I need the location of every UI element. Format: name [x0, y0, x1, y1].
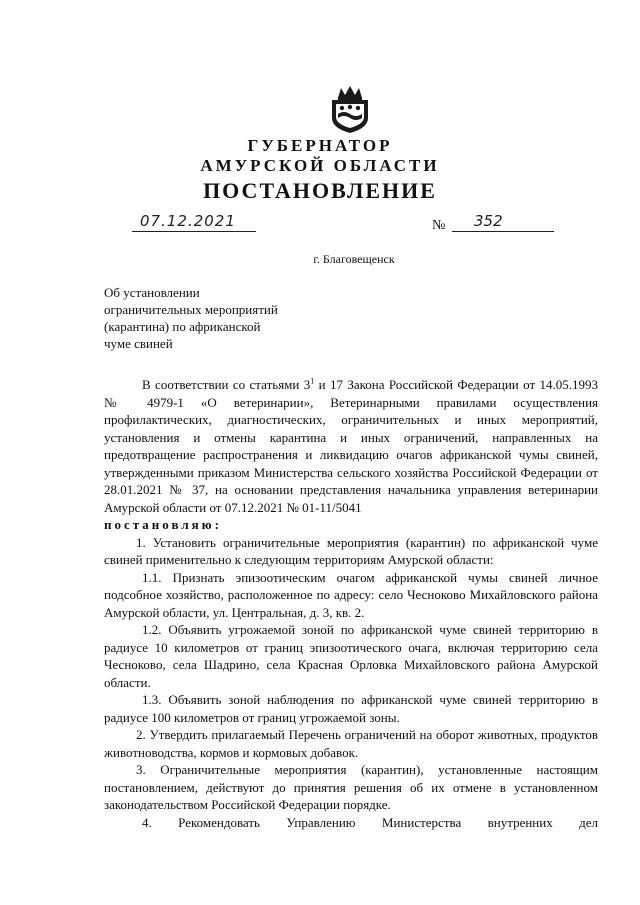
document-body — [104, 376, 598, 831]
resolve-heading: постановляю: — [104, 517, 222, 532]
city-label: г. Благовещенск — [313, 252, 395, 266]
subject-line: чуме свиней — [104, 336, 173, 351]
coat-of-arms-icon — [328, 84, 372, 134]
preamble-superscript: 1 — [310, 376, 315, 386]
preamble-text-a: В соответствии со статьями 3 — [142, 377, 311, 392]
subject-line: ограничительных мероприятий — [104, 302, 278, 317]
preamble-text-b: и 17 Закона Российской Федерации от 14.05.1993 № 4979-1 «О ветеринарии», Ветеринарными правилами осуществления профилактических, диагностических, ограничительных и иных мероприятий, установления и отмены карантина и иных ограничений, направленных на предотвращение распространения и ликвидацию очагов африканской чумы свиней, утвержденными приказом Министерства сельского хозяйства Российской Федерации от 28.01.2021 № 37, на основании представления начальника управления ветеринарии Амурской области от 07.12.2021 № 01-11/5041 — [104, 377, 599, 515]
clause-3: 3. Ограничительные мероприятия (карантин), установленные настоящим постановлением, действуют до принятия решения об их отмене в установленном законодательством Российской Федерации порядке. — [104, 762, 598, 812]
preamble-paragraph — [104, 376, 598, 516]
subject-line: (карантина) по африканской — [104, 319, 261, 334]
clause-1-1: 1.1. Признать эпизоотическим очагом африканской чумы свиней личное подсобное хозяйство, расположенное по адресу: село Чесноково Михайловского района Амурской области, ул. Центральная, д. 3, кв. 2. — [104, 569, 598, 620]
clause-2: 2. Утвердить прилагаемый Перечень ограничений на оборот животных, продуктов животноводства, кормов и кормовых добавок. — [104, 727, 598, 760]
org-title-line2: АМУРСКОЙ ОБЛАСТИ — [200, 156, 440, 175]
subject-line: Об установлении — [104, 285, 200, 300]
clause-1: 1. Установить ограничительные мероприятия (карантин) по африканской чуме свиней применительно к следующим территориям Амурской области: — [104, 534, 598, 567]
document-subject — [104, 284, 278, 352]
clause-4: 4. Рекомендовать Управлению Министерства внутренних дел — [142, 814, 598, 830]
date-underline — [132, 230, 256, 232]
number-sign: № — [432, 218, 446, 233]
number-underline — [452, 230, 554, 232]
document-number: 352 — [474, 212, 503, 230]
org-title-line1: ГУБЕРНАТОР — [247, 136, 393, 155]
document-date: 07.12.2021 — [140, 212, 236, 230]
clause-1-2: 1.2. Объявить угрожаемой зоной по африканской чуме свиней территорию в радиусе 10 километров от границ эпизоотического очага, включая территорию села Чесноково, села Шадрино, села Красная Орловка Михайловского района Амурской области. — [104, 622, 598, 690]
clause-1-3: 1.3. Объявить зоной наблюдения по африканской чуме свиней территорию в радиусе 100 километров от границ угрожаемой зоны. — [104, 692, 598, 725]
document-type: ПОСТАНОВЛЕНИЕ — [203, 178, 437, 203]
